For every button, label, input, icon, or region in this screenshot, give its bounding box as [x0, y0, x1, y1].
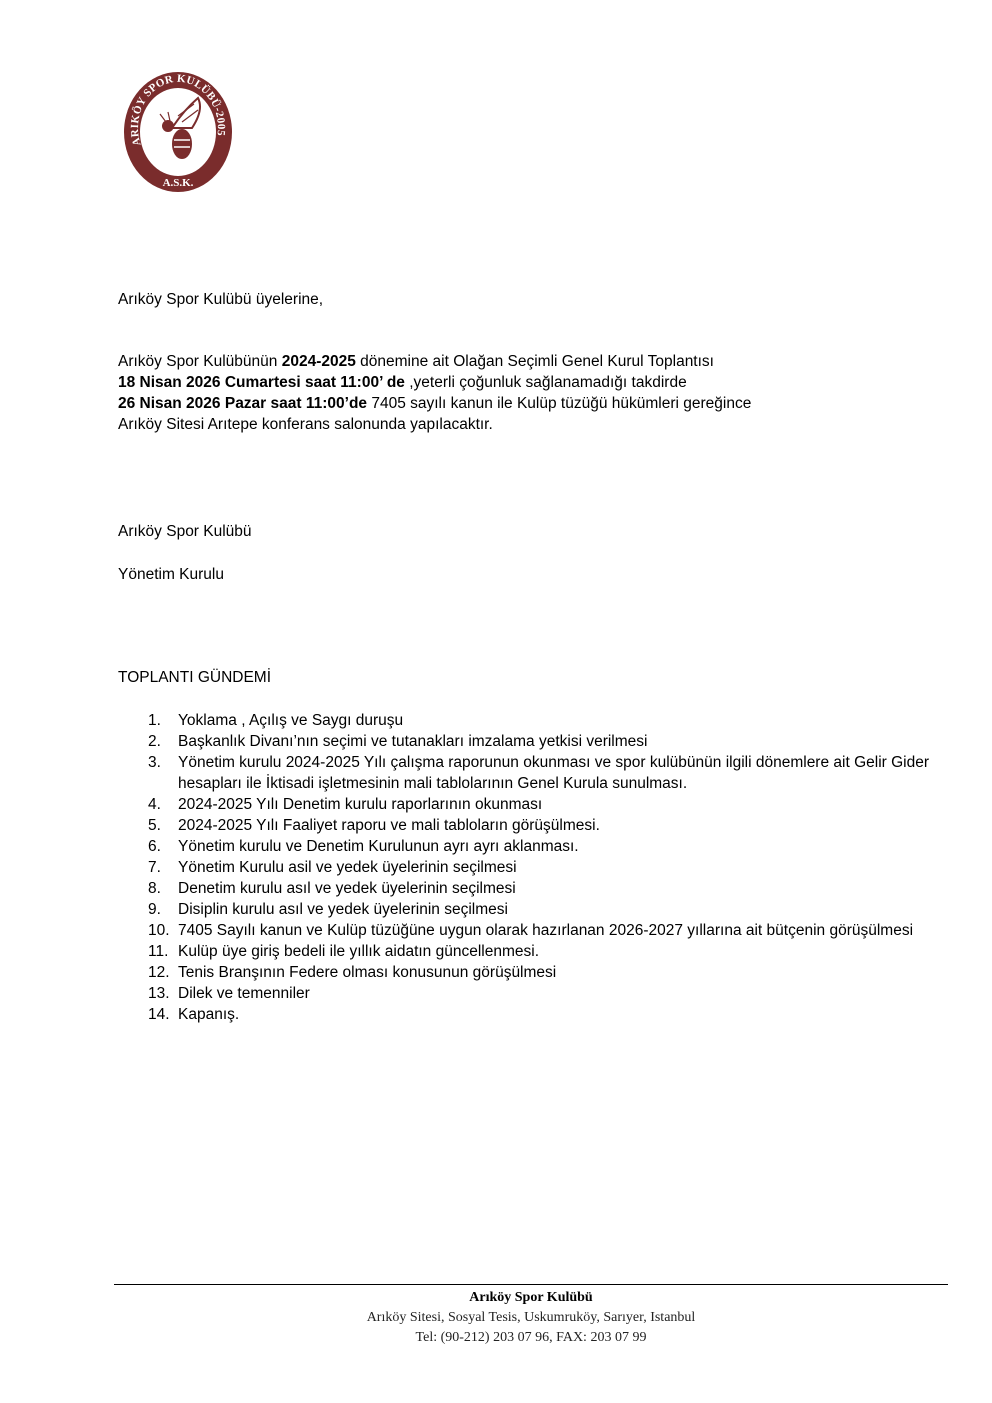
body-line-1: Arıköy Spor Kulübünün 2024-2025 dönemine ait Olağan Seçimli Genel Kurul Toplantısı [118, 353, 714, 370]
agenda-item: 3. Yönetim kurulu 2024-2025 Yılı çalışma raporunun okunması ve spor kulübünün ilgili dönemlere ait Gelir Gider hesapları ile İktisadi işletmesinin mali tablolarının Genel Kurula sunulması. [148, 754, 930, 792]
signature-club: Arıköy Spor Kulübü [118, 523, 252, 540]
agenda-list [148, 710, 958, 1025]
agenda-item: 7. Yönetim Kurulu asil ve yedek üyelerinin seçilmesi [148, 859, 517, 876]
agenda-item: 1. Yoklama , Açılış ve Saygı duruşu [148, 712, 404, 729]
body-line-2: 18 Nisan 2026 Cumartesi saat 11:00’ de ,yeterli çoğunluk sağlanamadığı takdirde [118, 374, 687, 391]
agenda-item: 12. Tenis Branşının Federe olması konusunun görüşülmesi [148, 964, 557, 981]
agenda-item: 9. Disiplin kurulu asıl ve yedek üyelerinin seçilmesi [148, 901, 508, 918]
body-line-4: Arıköy Sitesi Arıtepe konferans salonunda yapılacaktır. [118, 416, 493, 433]
footer-club-name: Arıköy Spor Kulübü [469, 1290, 593, 1305]
logo-ring-text: ARIKÖY SPOR KULÜBÜ-2005 [128, 72, 228, 148]
agenda-item: 8. Denetim kurulu asıl ve yedek üyelerinin seçilmesi [148, 880, 516, 897]
agenda-item: 2. Başkanlık Divanı’nın seçimi ve tutanakları imzalama yetkisi verilmesi [148, 733, 648, 750]
body-line-3: 26 Nisan 2026 Pazar saat 11:00’de 7405 sayılı kanun ile Kulüp tüzüğü hükümleri gereğince [118, 395, 752, 412]
agenda-title: TOPLANTI GÜNDEMİ [118, 669, 272, 686]
logo-initials: A.S.K. [162, 177, 194, 189]
greeting: Arıköy Spor Kulübü üyelerine, [118, 291, 324, 308]
agenda-item: 5. 2024-2025 Yılı Faaliyet raporu ve mali tabloların görüşülmesi. [148, 817, 600, 834]
signature-board: Yönetim Kurulu [118, 566, 224, 583]
footer [114, 1288, 948, 1348]
agenda-item: 11. Kulüp üye giriş bedeli ile yıllık aidatın güncellenmesi. [148, 943, 540, 960]
club-seal-icon [122, 70, 234, 194]
agenda-item: 10. 7405 Sayılı kanun ve Kulüp tüzüğüne uygun olarak hazırlanan 2026-2027 yıllarına ait bütçenin görüşülmesi [148, 922, 914, 939]
agenda-item: 14. Kapanış. [148, 1006, 240, 1023]
agenda-item: 4. 2024-2025 Yılı Denetim kurulu raporlarının okunması [148, 796, 543, 813]
club-logo [122, 70, 234, 194]
footer-address: Arıköy Sitesi, Sosyal Tesis, Uskumruköy, Sarıyer, Istanbul [366, 1310, 696, 1325]
announcement-body [118, 351, 751, 435]
agenda-item: 6. Yönetim kurulu ve Denetim Kurulunun ayrı ayrı aklanması. [148, 838, 579, 855]
agenda-item: 13. Dilek ve temenniler [148, 985, 310, 1002]
footer-divider [114, 1284, 948, 1285]
footer-contact: Tel: (90-212) 203 07 96, FAX: 203 07 99 [415, 1330, 647, 1345]
